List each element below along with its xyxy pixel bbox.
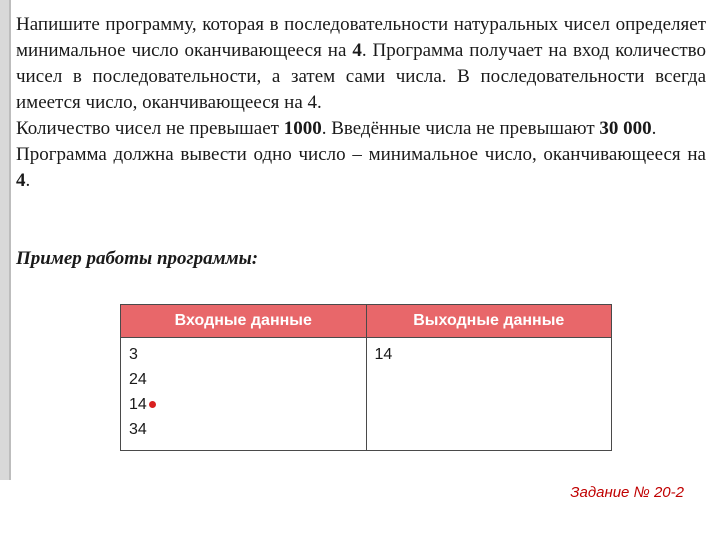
input-header: Входные данные xyxy=(121,305,367,338)
task-p3-c: . xyxy=(25,170,31,191)
example-heading: Пример работы программы: xyxy=(16,248,259,269)
io-table-row xyxy=(121,338,612,451)
output-header: Выходные данные xyxy=(366,305,612,338)
io-table xyxy=(120,304,612,451)
task-p2-e: . xyxy=(651,118,657,139)
task-text xyxy=(16,12,706,194)
input-line: 3 xyxy=(129,346,138,363)
red-marker-icon xyxy=(149,401,156,408)
left-border xyxy=(0,0,9,480)
task-p2-d: 30 000 xyxy=(599,118,652,139)
input-line-marked xyxy=(129,392,358,417)
output-line: 14 xyxy=(374,346,393,363)
input-line: 14 xyxy=(129,396,147,413)
output-cell xyxy=(366,338,612,451)
task-p3-b: 4 xyxy=(16,170,26,191)
task-p2-a: Количество чисел не превышает xyxy=(16,118,284,139)
task-p2-b: 1000 xyxy=(283,118,322,139)
left-border-line xyxy=(9,0,11,480)
task-number-caption: Задание № 20-2 xyxy=(570,484,684,501)
task-p1-a: Напишите программу, которая в последовательности натуральных чисел определяет минимальное число оканчивающееся на xyxy=(16,14,706,61)
task-p3-a: Программа должна вывести одно число – минимальное число, оканчивающееся на xyxy=(16,144,706,165)
task-p2-c: . Введённые числа не превышают xyxy=(321,118,600,139)
input-line: 24 xyxy=(129,371,147,388)
io-table-header-row xyxy=(121,305,612,338)
input-line: 34 xyxy=(129,421,147,438)
task-p1-b: 4 xyxy=(352,40,362,61)
task-p1-c: . Программа получает на вход количество чисел в последовательности, а затем сами числа. В последовательности всегда имеется число, оканчивающееся на 4. xyxy=(16,40,706,113)
input-cell xyxy=(121,338,367,451)
